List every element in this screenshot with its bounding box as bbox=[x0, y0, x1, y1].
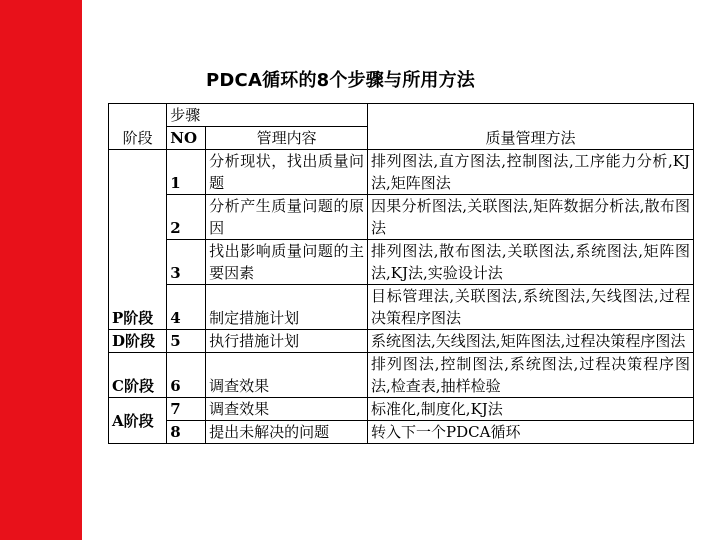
step-method: 排列图法,直方图法,控制图法,工序能力分析,KJ法,矩阵图法 bbox=[368, 150, 694, 195]
phase-d-cell: D阶段 bbox=[109, 330, 167, 353]
red-accent-bar bbox=[0, 0, 82, 540]
page-title: PDCA循环的8个步骤与所用方法 bbox=[206, 70, 475, 91]
header-step: 步骤 bbox=[167, 104, 368, 127]
pdca-table bbox=[108, 103, 694, 444]
step-content: 提出未解决的问题 bbox=[206, 421, 368, 444]
table-row bbox=[109, 330, 694, 353]
step-method: 系统图法,矢线图法,矩阵图法,过程决策程序图法 bbox=[368, 330, 694, 353]
step-method: 转入下一个PDCA循环 bbox=[368, 421, 694, 444]
phase-a-cell: A阶段 bbox=[109, 398, 167, 444]
header-method: 质量管理方法 bbox=[368, 104, 694, 150]
table-row bbox=[109, 150, 694, 195]
step-no: 1 bbox=[167, 150, 206, 195]
step-method: 因果分析图法,关联图法,矩阵数据分析法,散布图法 bbox=[368, 195, 694, 240]
step-no: 5 bbox=[167, 330, 206, 353]
table-row bbox=[109, 353, 694, 398]
step-method: 标准化,制度化,KJ法 bbox=[368, 398, 694, 421]
table-row bbox=[109, 398, 694, 421]
step-method: 目标管理法,关联图法,系统图法,矢线图法,过程决策程序图法 bbox=[368, 285, 694, 330]
table-row bbox=[109, 195, 694, 240]
step-method: 排列图法,散布图法,关联图法,系统图法,矩阵图法,KJ法,实验设计法 bbox=[368, 240, 694, 285]
step-content: 分析产生质量问题的原因 bbox=[206, 195, 368, 240]
step-content: 执行措施计划 bbox=[206, 330, 368, 353]
step-no: 8 bbox=[167, 421, 206, 444]
step-content: 分析现状，找出质量问题 bbox=[206, 150, 368, 195]
table-row bbox=[109, 285, 694, 330]
step-content: 调查效果 bbox=[206, 398, 368, 421]
header-phase: 阶段 bbox=[109, 104, 167, 150]
header-no: NO bbox=[167, 127, 206, 150]
step-content: 调查效果 bbox=[206, 353, 368, 398]
step-no: 4 bbox=[167, 285, 206, 330]
header-row-1 bbox=[109, 104, 694, 127]
phase-p-cell: P阶段 bbox=[109, 150, 167, 330]
step-no: 6 bbox=[167, 353, 206, 398]
step-no: 3 bbox=[167, 240, 206, 285]
table-row bbox=[109, 421, 694, 444]
table-row bbox=[109, 240, 694, 285]
step-content: 找出影响质量问题的主要因素 bbox=[206, 240, 368, 285]
step-method: 排列图法,控制图法,系统图法,过程决策程序图法,检查表,抽样检验 bbox=[368, 353, 694, 398]
step-content: 制定措施计划 bbox=[206, 285, 368, 330]
step-no: 2 bbox=[167, 195, 206, 240]
header-content: 管理内容 bbox=[206, 127, 368, 150]
phase-c-cell: C阶段 bbox=[109, 353, 167, 398]
step-no: 7 bbox=[167, 398, 206, 421]
